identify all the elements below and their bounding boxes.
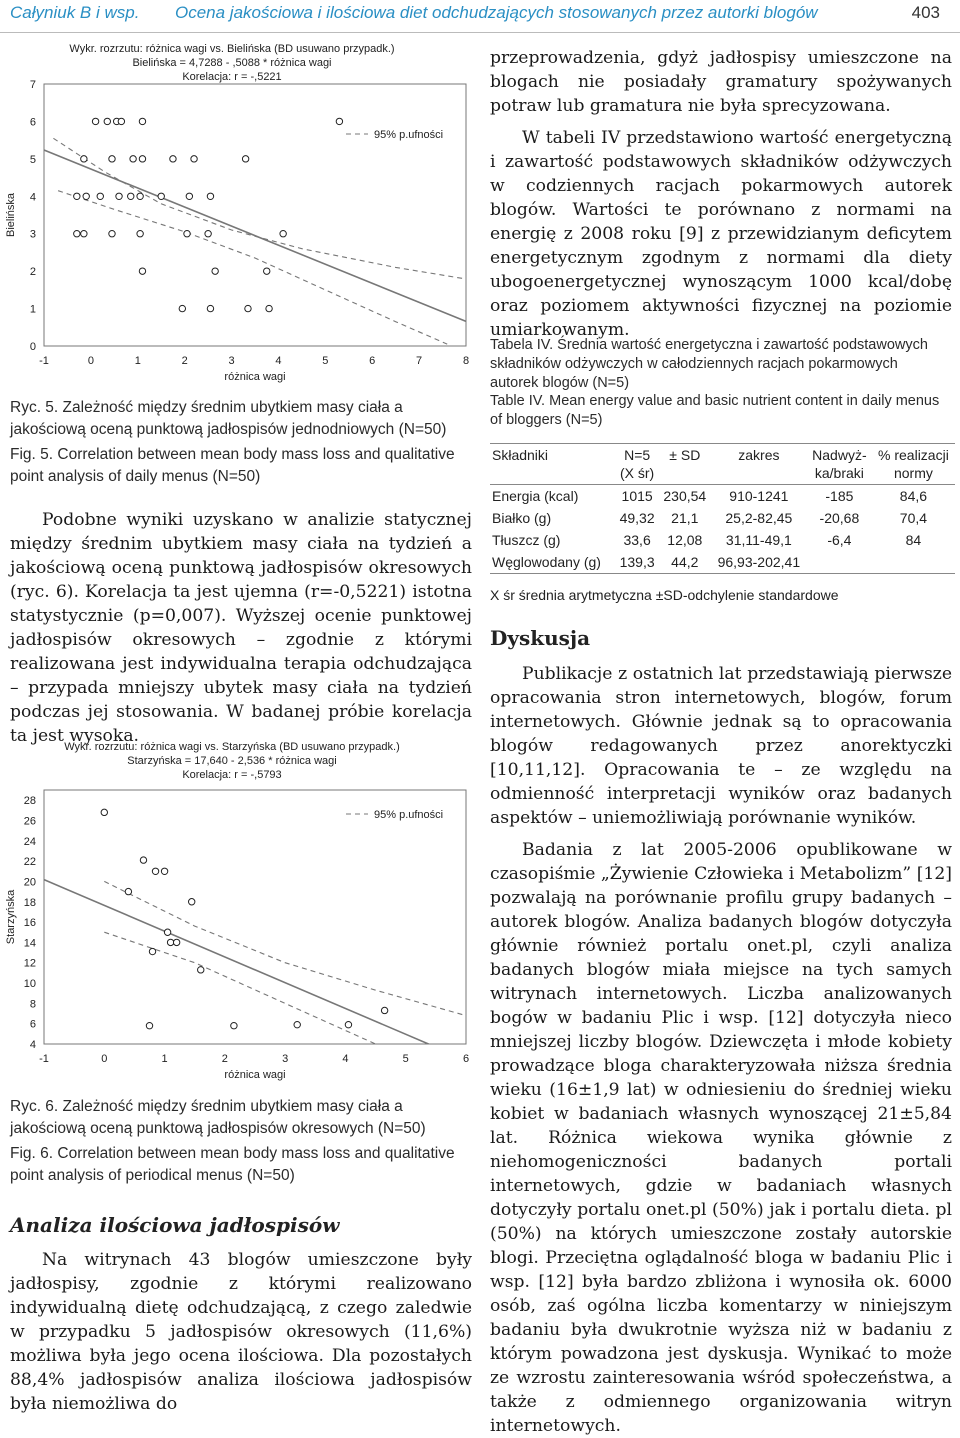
- ci-upper-band: [104, 881, 466, 1015]
- data-point: [264, 268, 270, 274]
- table-header-cell: Nadwyż- ka/braki: [812, 447, 867, 481]
- y-tick-label: 24: [23, 835, 36, 848]
- data-point: [97, 193, 103, 199]
- data-point: [336, 118, 342, 124]
- x-tick-label: -1: [39, 355, 49, 367]
- table-cell: [872, 551, 955, 574]
- table-header-cell: ± SD: [669, 447, 701, 463]
- y-tick-label: 0: [29, 341, 36, 353]
- page-number: 403: [911, 3, 940, 22]
- data-point: [164, 929, 170, 935]
- plot-area: [44, 880, 466, 1067]
- data-point: [83, 193, 89, 199]
- header-rule: [0, 32, 960, 33]
- data-point: [146, 1023, 152, 1029]
- table-cell: 910-1241: [729, 488, 789, 504]
- data-point: [137, 193, 143, 199]
- y-axis-label: Starzyńska: [5, 889, 17, 945]
- data-point: [345, 1021, 351, 1027]
- table-row: [490, 507, 955, 529]
- y-tick-label: 4: [29, 1039, 36, 1051]
- data-point: [189, 899, 195, 905]
- data-point: [212, 268, 218, 274]
- table-cell: 33,6: [623, 532, 651, 548]
- section-heading-discussion: Dyskusja: [490, 626, 591, 650]
- x-tick-label: 2: [181, 355, 188, 367]
- table-cell: -20,68: [819, 510, 860, 526]
- table-cell: 230,54: [663, 488, 707, 504]
- discussion-paragraph-2: Badania z lat 2005-2006 opublikowane w czasopiśmie „Żywienie Człowieka i Metabolizm” [12] pozwalają na porównanie profilu grupy badanych – autorek blogów. Analiza badanych blogów dotyczyła głównie również portalu onet.pl, czyli analiza badanych blogów miała miejsce na tych samych witrynach internetowych. Liczba analizowanych bogów w badaniu Plic i wsp. [12] dotyczyła nieco mniejszej liczby blogów. Dziewczęta i młode kobiety prowadzące bloga charakteryzowała niższa średnia wieku (16±1,9 lat) w odniesieniu do średniej wieku kobiet w badaniach własnych wynoszącej 21±5,84 lat. Różnica wiekowa wynika głównie z niehomogeniczności badanych portali internetowych, gdzie w badaniach własnych dotyczyły portalu onet.pl (50%) jak i portalu dieta. pl (50%) na których umieszczone zostały autorskie blogi. Przeciętna oglądalność bloga w badaniu Plic i wsp. [12] była bardzo zbliżona i wynosiła ok. 6000 osób, zaś ogólna liczba komentarzy w niniejszym badaniu była dwukrotnie wyższa niż w badaniu z którym powadzona jest dyskusja. Wynikać to może ze wzrostu zainteresowania wśród społeczeństwa, a także z odmiennego organizowania witryn internetowych.: [490, 840, 952, 1436]
- table-cell: 25,2-82,45: [725, 510, 793, 526]
- data-point: [92, 118, 98, 124]
- data-point: [137, 231, 143, 237]
- running-head-title: Ocena jakościowa i ilościowa diet odchudzających stosowanych przez autorki blogów: [175, 3, 818, 22]
- fig5-caption-pl: Ryc. 5. Zależność między średnim ubytkiem masy ciała a jakościową oceną punktową jadłospisów jednodniowych (N=50): [10, 399, 447, 438]
- x-tick-label: 6: [369, 355, 376, 367]
- table-cell: 12,08: [667, 532, 703, 548]
- table-cell: 70,4: [899, 510, 928, 526]
- table-cell: 44,2: [671, 554, 699, 570]
- table-cell: Energia (kcal): [492, 488, 579, 504]
- data-point: [125, 888, 131, 894]
- data-point: [139, 156, 145, 162]
- data-point: [207, 193, 213, 199]
- data-point: [179, 305, 185, 311]
- table-cell: Węglowodany (g): [492, 554, 601, 570]
- y-tick-label: 7: [29, 79, 36, 91]
- x-tick-label: 5: [402, 1053, 409, 1065]
- data-point: [74, 231, 80, 237]
- section-heading-quantitative: Analiza ilościowa jadłospisów: [10, 1213, 340, 1237]
- x-tick-label: 2: [221, 1053, 228, 1065]
- y-tick-label: 10: [23, 978, 36, 991]
- data-point: [149, 948, 155, 954]
- x-tick-label: 4: [275, 355, 282, 367]
- table-header-cell: % realizacji normy: [878, 447, 949, 481]
- discussion-paragraph-1: Publikacje z ostatnich lat przedstawiają pierwsze opracowania stron internetowych, blogów, forum internetowych. Głównie jednak są to opracowania blogów redagowanych przez anorektyczki [10,11,12]. Opracowania te – ze względu na odmienność interpretacji wyników oraz badanych aspektów – uniemożliwiają porównanie wyników.: [490, 664, 952, 828]
- y-tick-label: 12: [23, 957, 36, 970]
- fig5-scatter-chart: [0, 40, 480, 390]
- y-tick-label: 18: [23, 896, 36, 909]
- fig6-caption-pl: Ryc. 6. Zależność między średnim ubytkiem masy ciała a jakościową oceną punktową jadłospisów okresowych (N=50): [10, 1098, 426, 1137]
- table-cell: 49,32: [619, 510, 655, 526]
- table-cell: 96,93-202,41: [717, 554, 801, 570]
- data-point: [167, 939, 173, 945]
- data-point: [139, 118, 145, 124]
- y-axis-label: Bielińska: [5, 192, 17, 238]
- y-tick-label: 28: [23, 795, 36, 808]
- data-point: [184, 231, 190, 237]
- table-caption-pl: Tabela IV. Średnia wartość energetyczna i zawartość podstawowych składników odżywczych w całodziennych racjach pokarmowych autorek blogów (N=5): [490, 337, 928, 391]
- chart-header-line: Starzyńska = 17,640 - 2,536 * różnica wagi: [127, 755, 337, 767]
- running-head-authors: Całyniuk B i wsp.: [10, 3, 140, 22]
- x-tick-label: 8: [462, 355, 470, 367]
- data-point: [139, 268, 145, 274]
- chart-header-line: Wykr. rozrzutu: różnica wagi vs. Bielińska (BD usuwano przypadk.): [69, 43, 395, 55]
- x-tick-label: 5: [322, 355, 329, 367]
- right-paragraph-top-1: przeprowadzenia, gdyż jadłospisy umieszczone na blogach nie posiadały gramatury spożywanych potraw lub gramatura nie była sprecyzowana.: [490, 48, 952, 116]
- table-cell: Białko (g): [492, 510, 552, 526]
- plot-frame: [44, 790, 466, 1044]
- table-cell: 139,3: [619, 554, 655, 570]
- data-point: [198, 967, 204, 973]
- table-row: [490, 551, 955, 574]
- x-tick-label: 3: [228, 355, 235, 367]
- table-cell: 84: [905, 532, 922, 548]
- chart-header-line: Korelacja: r = -,5221: [182, 71, 282, 83]
- right-paragraph-top-2: W tabeli IV przedstawiono wartość energetyczną i zawartość podstawowych składników odżywczych w codziennych racjach pokarmowych autorek blogów. Wartości te porównano z normami na energię z 2008 roku [9] z przewidzianym deficytem energetycznym zgodnym z normami dla diety ubogoenergetycznej wynoszącym 1000 kcal/dobę oraz poziomem aktywności fizycznej na poziomie umiarkowanym.: [490, 128, 952, 340]
- y-tick-label: 8: [29, 998, 36, 1011]
- data-point: [118, 118, 124, 124]
- x-axis-label: różnica wagi: [224, 1069, 286, 1081]
- y-tick-label: 6: [29, 116, 36, 129]
- data-point: [294, 1021, 300, 1027]
- table-cell: [807, 551, 872, 574]
- x-tick-label: 4: [342, 1053, 349, 1065]
- y-tick-label: 16: [23, 917, 36, 930]
- legend-ci-label: 95% p.ufności: [374, 809, 444, 821]
- table-header-cell: zakres: [738, 447, 780, 463]
- x-tick-label: 7: [416, 355, 423, 367]
- left-paragraph-2: Na witrynach 43 blogów umieszczone były jadłospisy, zgodnie z którymi realizowano indywidualną dietę odchudzającą, z czego zaledwie w przypadku 5 jadłospisów okresowych (11,6%) możliwa była jego ocena ilościowa. Dla pozostałych 88,4% jadłospisów analiza ilościowa jadłospisów była niemożliwa do: [10, 1250, 472, 1414]
- y-tick-label: 6: [29, 1018, 36, 1031]
- data-point: [109, 156, 115, 162]
- table-header-cell: N=5 (X śr): [620, 447, 655, 481]
- y-tick-label: 14: [23, 937, 36, 950]
- ci-lower-band: [58, 191, 447, 344]
- x-tick-label: 1: [161, 1053, 168, 1065]
- data-point: [140, 857, 146, 863]
- data-point: [74, 193, 80, 199]
- x-tick-label: 1: [134, 355, 141, 367]
- table-row: [490, 485, 955, 508]
- y-tick-label: 20: [23, 876, 36, 889]
- table-row: [490, 529, 955, 551]
- data-point: [116, 193, 122, 199]
- data-point: [186, 193, 192, 199]
- table-cell: 31,11-49,1: [725, 532, 792, 548]
- x-tick-label: -1: [39, 1053, 49, 1065]
- table-cell: 1015: [621, 488, 653, 504]
- data-point: [161, 868, 167, 874]
- page-header: [0, 0, 960, 34]
- chart-header-line: Wykr. rozrzutu: różnica wagi vs. Starzyńska (BD usuwano przypadk.): [64, 741, 400, 753]
- data-point: [101, 809, 107, 815]
- fig6-caption-en: Fig. 6. Correlation between mean body mass loss and qualitative point analysis of periodical menus (N=50): [10, 1145, 455, 1184]
- table-cell: -6,4: [827, 532, 852, 548]
- regression-line: [44, 880, 466, 1060]
- data-point: [207, 305, 213, 311]
- y-tick-label: 5: [29, 153, 36, 166]
- y-tick-label: 26: [23, 815, 36, 828]
- x-tick-label: 6: [462, 1053, 470, 1065]
- chart-header-line: Korelacja: r = -,5793: [182, 769, 282, 781]
- data-point: [231, 1023, 237, 1029]
- y-tick-label: 2: [29, 266, 36, 279]
- data-point: [81, 231, 87, 237]
- fig5-caption-en: Fig. 5. Correlation between mean body mass loss and qualitative point analysis of daily menus (N=50): [10, 446, 455, 485]
- data-point: [242, 156, 248, 162]
- data-point: [381, 1007, 387, 1013]
- data-point: [158, 193, 164, 199]
- data-point: [152, 868, 158, 874]
- data-point: [109, 231, 115, 237]
- x-axis-label: różnica wagi: [224, 371, 286, 383]
- x-tick-label: 0: [101, 1053, 108, 1065]
- data-point: [266, 305, 272, 311]
- data-point: [191, 156, 197, 162]
- chart-header-line: Bielińska = 4,7288 - ,5088 * różnica wagi: [132, 57, 332, 69]
- table-cell: Tłuszcz (g): [492, 532, 561, 548]
- fig6-scatter-chart: [0, 738, 480, 1088]
- data-point: [280, 231, 286, 237]
- x-tick-label: 0: [87, 355, 94, 367]
- data-point: [104, 118, 110, 124]
- data-point: [81, 156, 87, 162]
- table-footnote: X śr średnia arytmetyczna ±SD-odchylenie standardowe: [490, 587, 839, 603]
- data-point: [170, 156, 176, 162]
- plot-area: [44, 138, 466, 344]
- table-cell: -185: [825, 488, 854, 504]
- nutrition-table: [490, 443, 955, 574]
- y-tick-label: 22: [23, 856, 36, 869]
- table-caption-en: Table IV. Mean energy value and basic nutrient content in daily menus of bloggers (N=5): [490, 393, 940, 428]
- table-header-cell: Składniki: [492, 447, 549, 463]
- data-point: [245, 305, 251, 311]
- data-point: [173, 939, 179, 945]
- y-tick-label: 3: [29, 228, 36, 241]
- data-point: [130, 156, 136, 162]
- table-cell: 84,6: [899, 488, 928, 504]
- y-tick-label: 4: [29, 191, 36, 204]
- x-tick-label: 3: [282, 1053, 289, 1065]
- data-point: [128, 193, 134, 199]
- table-cell: 21,1: [671, 510, 699, 526]
- legend-ci-label: 95% p.ufności: [374, 129, 444, 141]
- y-tick-label: 1: [29, 303, 36, 316]
- left-paragraph-1: Podobne wyniki uzyskano w analizie statycznej między średnim ubytkiem masy ciała na tydzień a jakościową oceną punktową jadłospisów okresowych (ryc. 6). Korelacja ta jest ujemna (r=-0,5221) istotna statystycznie (p=0,007). Wyższej ocenie punktowej jadłospisów okresowych – zgodnie z którymi realizowana jest indywidualna terapia odchudzająca – przypada mniejszy ubytek masy ciała na tydzień podczas jej stosowania. W badanej próbie korelacja ta jest wysoka.: [10, 510, 472, 746]
- table-header-row: [490, 444, 955, 485]
- data-point: [205, 231, 211, 237]
